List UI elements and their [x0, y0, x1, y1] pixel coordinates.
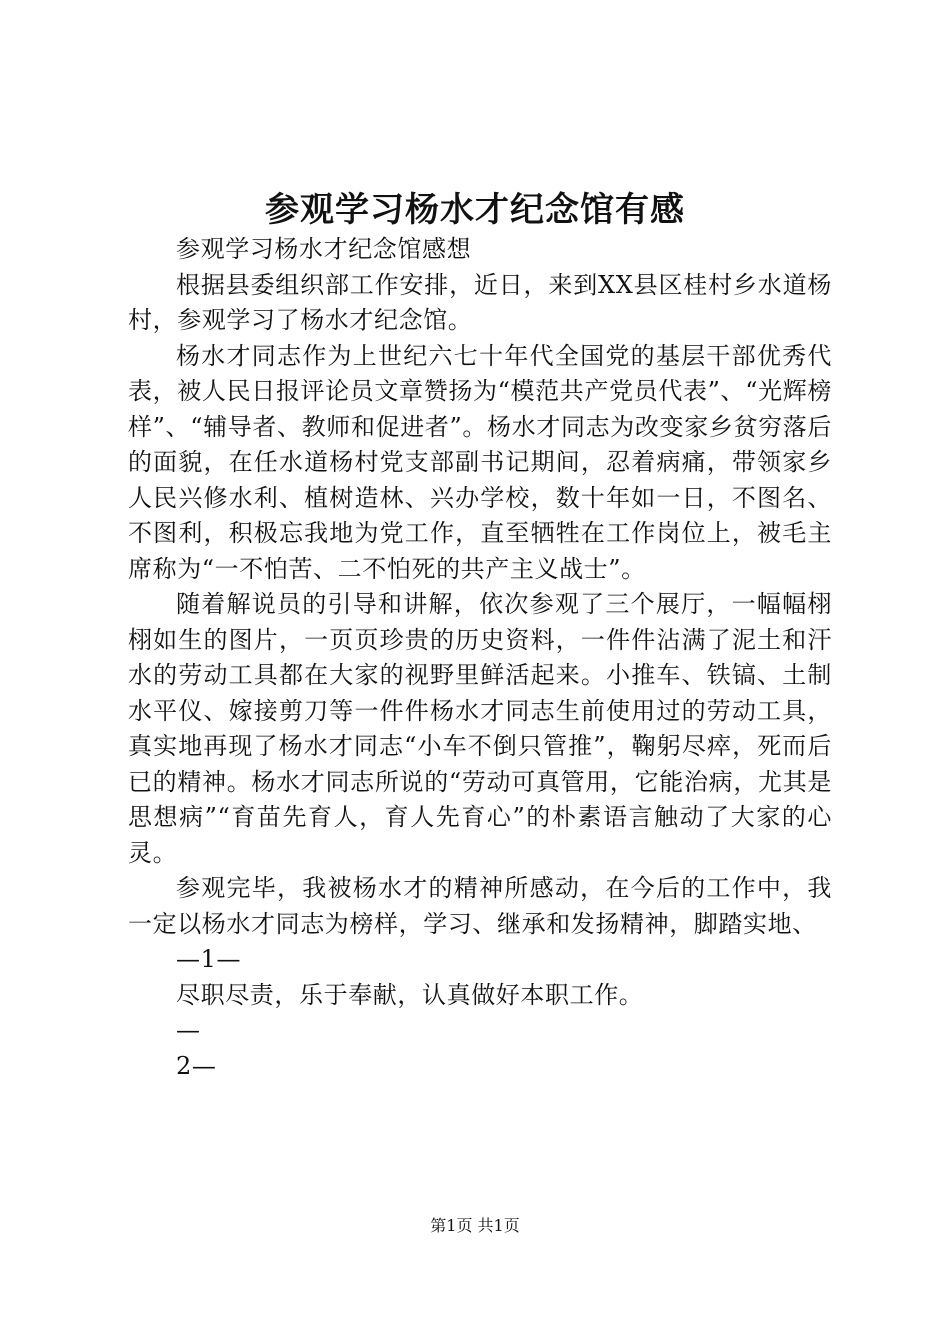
- document-body: [128, 232, 832, 1084]
- paragraph-intro: 根据县委组织部工作安排，近日，来到XX县区桂村乡水道杨村，参观学习了杨水才纪念馆。: [128, 270, 832, 334]
- page-marker-1: —1—: [176, 945, 242, 973]
- paragraph-visit: 随着解说员的引导和讲解，依次参观了三个展厅，一幅幅栩栩如生的图片，一页页珍贵的历史资料，一件件沾满了泥土和汗水的劳动工具都在大家的视野里鲜活起来。小推车、铁镐、土制水平仪、嫁接剪刀等一件件杨水才同志生前使用过的劳动工具，真实地再现了杨水才同志“小车不倒只管推”，鞠躬尽瘁，死而后已的精神。杨水才同志所说的“劳动可真管用，它能治病，尤其是思想病”“育苗先育人，育人先育心”的朴素语言触动了大家的心灵。: [128, 590, 832, 867]
- page-marker-2b: 2—: [176, 1051, 217, 1080]
- page-marker-2a: —: [176, 1016, 201, 1044]
- paragraph-background: 杨水才同志作为上世纪六七十年代全国党的基层干部优秀代表，被人民日报评论员文章赞扬为“模范共产党员代表”、“光辉榜样”、“辅导者、教师和促进者”。杨水才同志为改变家乡贫穷落后的面貌，在任水道杨村党支部副书记期间，忍着病痛，带领家乡人民兴修水利、植树造林、兴办学校，数十年如一日，不图名、不图利，积极忘我地为党工作，直至牺牲在工作岗位上，被毛主席称为“一不怕苦、二不怕死的共产主义战士”。: [128, 341, 832, 583]
- page-footer: 第1页 共1页: [430, 1216, 520, 1235]
- paragraph-reflection: 参观完毕，我被杨水才的精神所感动，在今后的工作中，我一定以杨水才同志为榜样，学习、继承和发扬精神，脚踏实地、: [128, 874, 832, 938]
- paragraph-closing: 尽职尽责，乐于奉献，认真做好本职工作。: [176, 980, 644, 1009]
- paragraph-subtitle: 参观学习杨水才纪念馆感想: [176, 235, 472, 263]
- document-title: 参观学习杨水才纪念馆有感: [265, 190, 685, 230]
